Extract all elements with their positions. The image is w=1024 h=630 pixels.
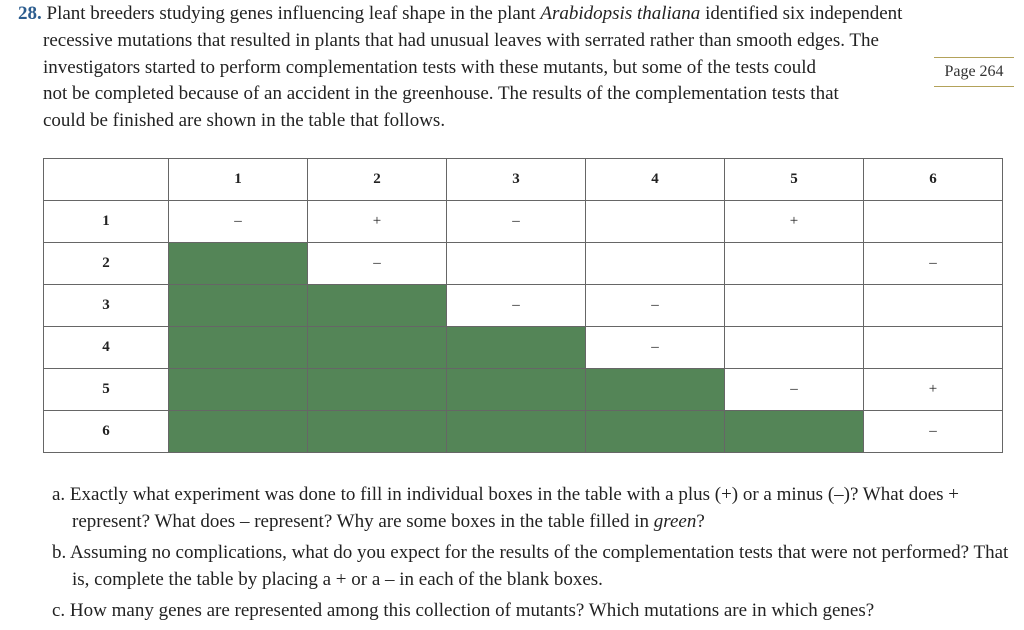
row-header-3: 3 — [44, 285, 169, 327]
green-cell — [308, 411, 447, 453]
row-header-6: 6 — [44, 411, 169, 453]
row-header-2: 2 — [44, 243, 169, 285]
question-a — [52, 481, 1012, 535]
blank-cell — [447, 243, 586, 285]
blank-cell — [586, 243, 725, 285]
result-cell: + — [864, 369, 1003, 411]
green-cell — [308, 327, 447, 369]
result-cell: + — [308, 201, 447, 243]
page-reference[interactable]: Page 264 — [934, 57, 1014, 87]
table-row — [44, 411, 1003, 453]
corner-cell — [44, 159, 169, 201]
table-row — [44, 369, 1003, 411]
question-parts — [52, 481, 1012, 628]
result-cell: – — [725, 369, 864, 411]
green-cell — [308, 285, 447, 327]
green-cell — [447, 369, 586, 411]
table-row — [44, 327, 1003, 369]
green-cell — [169, 411, 308, 453]
blank-cell — [864, 285, 1003, 327]
intro-line-5: could be finished are shown in the table that follows. — [43, 110, 446, 131]
intro-line-4: not be completed because of an accident in the greenhouse. The results of the complementation tests that — [43, 83, 839, 104]
question-c: c. How many genes are represented among this collection of mutants? Which mutations are in which genes? — [52, 600, 875, 621]
result-cell: – — [864, 411, 1003, 453]
intro-line-3: investigators started to perform complementation tests with these mutants, but some of the tests could — [43, 57, 817, 78]
blank-cell — [725, 243, 864, 285]
green-cell — [586, 369, 725, 411]
column-header-2: 2 — [308, 159, 447, 201]
column-header-4: 4 — [586, 159, 725, 201]
green-cell — [169, 243, 308, 285]
blank-cell — [725, 327, 864, 369]
green-cell — [169, 285, 308, 327]
question-a-end: ? — [696, 511, 705, 532]
intro-line-2: recessive mutations that resulted in plants that had unusual leaves with serrated rather than smooth edges. The — [43, 30, 879, 51]
result-cell: – — [447, 201, 586, 243]
result-cell: + — [725, 201, 864, 243]
result-cell: – — [447, 285, 586, 327]
row-header-1: 1 — [44, 201, 169, 243]
green-cell — [725, 411, 864, 453]
intro-text-1b: identified six independent — [700, 3, 903, 24]
result-cell: – — [169, 201, 308, 243]
blank-cell — [586, 201, 725, 243]
green-cell — [447, 327, 586, 369]
complementation-table — [43, 158, 1003, 453]
table-row — [44, 201, 1003, 243]
column-header-5: 5 — [725, 159, 864, 201]
row-header-5: 5 — [44, 369, 169, 411]
intro-line-1 — [18, 0, 902, 27]
green-cell — [169, 369, 308, 411]
column-header-1: 1 — [169, 159, 308, 201]
column-header-3: 3 — [447, 159, 586, 201]
blank-cell — [864, 201, 1003, 243]
green-cell — [308, 369, 447, 411]
question-a-green: green — [653, 511, 697, 532]
result-cell: – — [586, 285, 725, 327]
column-header-6: 6 — [864, 159, 1003, 201]
result-cell: – — [308, 243, 447, 285]
green-cell — [586, 411, 725, 453]
intro-text-1a: Plant breeders studying genes influencing leaf shape in the plant — [46, 3, 541, 24]
green-cell — [447, 411, 586, 453]
result-cell: – — [586, 327, 725, 369]
row-header-4: 4 — [44, 327, 169, 369]
question-b: b. Assuming no complications, what do you expect for the results of the complementation tests that were not performed? That is, complete the table by placing a + or a – in each of the blank boxes. — [52, 542, 1009, 590]
question-a-text: a. Exactly what experiment was done to fill in individual boxes in the table with a plus (+) or a minus (–)? What does + represent? What does – represent? Why are some boxes in the table filled in — [52, 484, 959, 532]
blank-cell — [725, 285, 864, 327]
table-header-row — [44, 159, 1003, 201]
table-row — [44, 285, 1003, 327]
species-name: Arabidopsis thaliana — [540, 3, 701, 24]
table-row — [44, 243, 1003, 285]
question-number: 28. — [18, 3, 42, 24]
blank-cell — [864, 327, 1003, 369]
result-cell: – — [864, 243, 1003, 285]
green-cell — [169, 327, 308, 369]
